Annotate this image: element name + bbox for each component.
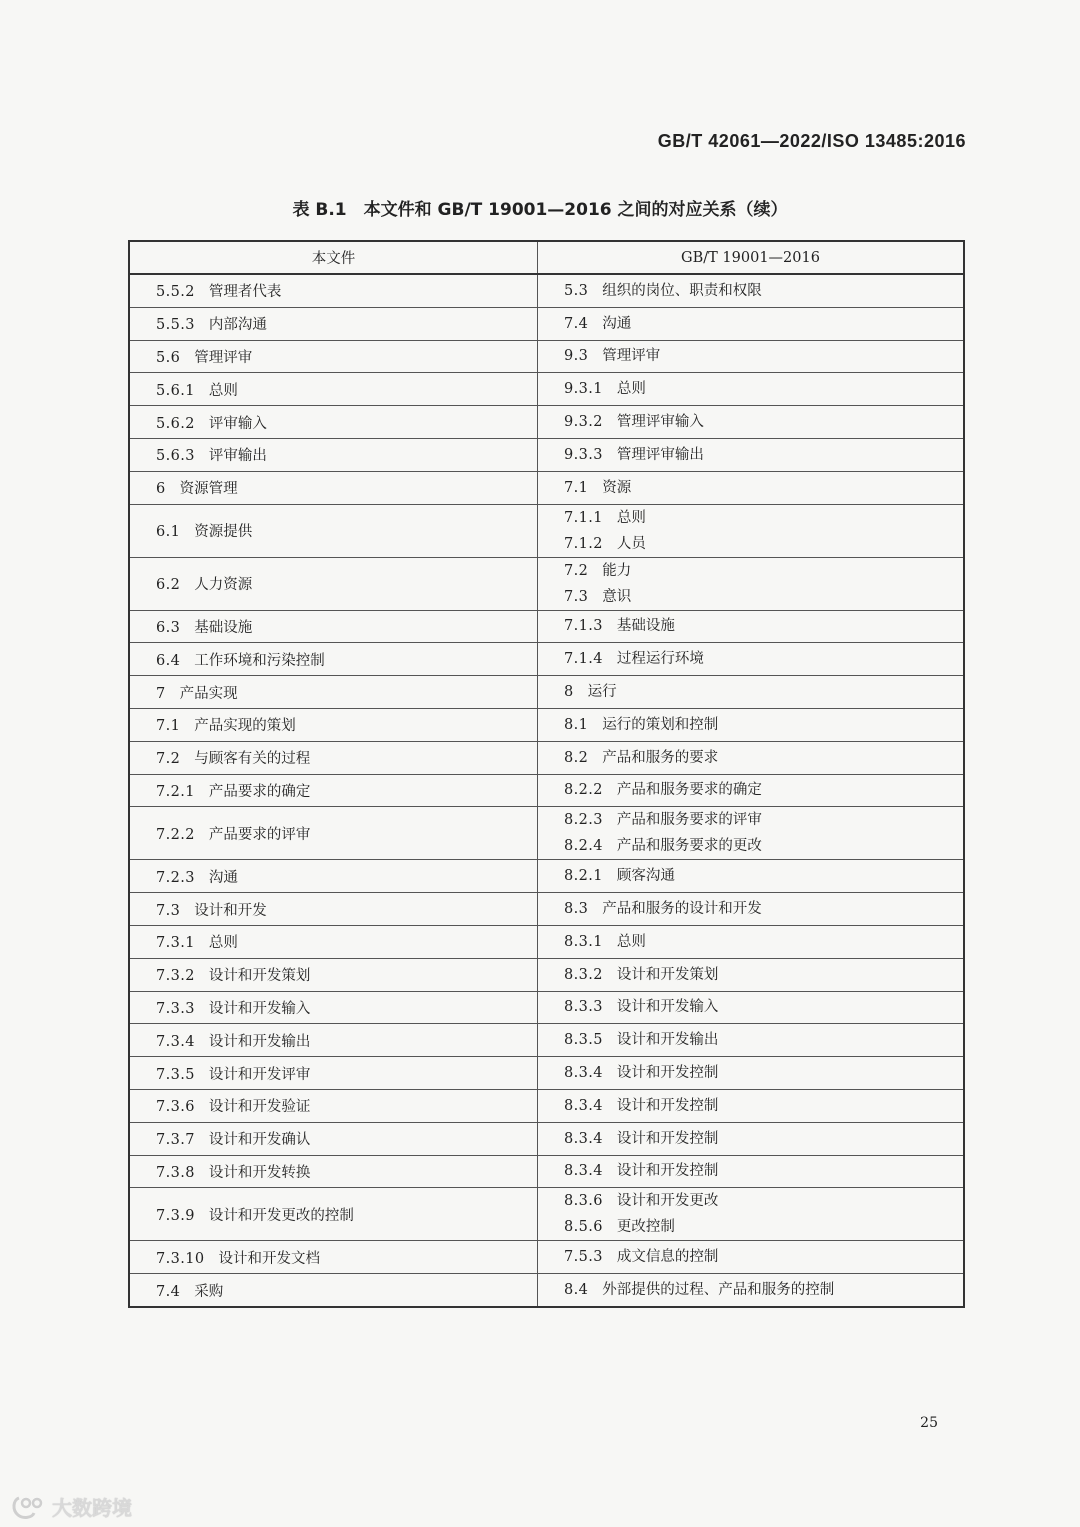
clause-this-document [129, 340, 538, 373]
clause-title: 管理评审 [194, 349, 253, 366]
table-row [129, 1057, 964, 1090]
clause-title: 资源管理 [179, 481, 238, 498]
clause-number: 7.3.4 [156, 1033, 195, 1050]
clause-number: 8.3.2 [564, 966, 603, 983]
clause-number: 7.3.10 [156, 1250, 205, 1267]
clause-number: 7.4 [564, 315, 589, 332]
clause-gbt19001 [538, 307, 965, 340]
clause-line [564, 505, 963, 531]
clause-line [564, 1126, 963, 1152]
clause-gbt19001 [538, 1241, 965, 1274]
clause-this-document [129, 438, 538, 471]
clause-line [564, 807, 963, 833]
clause-number: 8.3.6 [564, 1193, 603, 1210]
clause-title: 顾客沟通 [616, 868, 675, 885]
clause-gbt19001 [538, 471, 965, 504]
clause-number: 8.3.4 [564, 1065, 603, 1082]
clause-number: 6.1 [156, 524, 181, 541]
clause-number: 5.5.2 [156, 284, 195, 301]
clause-title: 总则 [208, 935, 238, 952]
clause-title: 沟通 [208, 869, 238, 886]
table-row [129, 438, 964, 471]
clause-line [564, 343, 963, 369]
clause-this-document [129, 1057, 538, 1090]
clause-number: 6.3 [156, 619, 181, 636]
clause-title: 与顾客有关的过程 [194, 751, 311, 768]
clause-this-document [129, 708, 538, 741]
clause-this-document [129, 1188, 538, 1241]
clause-line [564, 994, 963, 1020]
clause-gbt19001 [538, 504, 965, 557]
clause-number: 7.2 [564, 562, 589, 579]
table-row [129, 340, 964, 373]
clause-number: 7.3 [564, 588, 589, 605]
clause-title: 评审输入 [208, 415, 267, 432]
clause-title: 外部提供的过程、产品和服务的控制 [602, 1282, 835, 1299]
clause-this-document [129, 1024, 538, 1057]
table-row [129, 1089, 964, 1122]
clause-title: 管理评审 [602, 348, 661, 365]
clause-title: 运行 [587, 684, 617, 701]
clause-title: 设计和开发控制 [616, 1163, 719, 1180]
clause-number: 7.3.1 [156, 935, 195, 952]
clause-number: 7.5.3 [564, 1249, 603, 1266]
clause-title: 基础设施 [194, 619, 253, 636]
table-row [129, 406, 964, 439]
watermark-text: 大数跨境 [52, 1496, 132, 1520]
clause-gbt19001 [538, 1188, 965, 1241]
table-row [129, 557, 964, 610]
clause-title: 评审输出 [208, 448, 267, 465]
clause-number: 8.3.5 [564, 1032, 603, 1049]
clause-number: 8.4 [564, 1282, 589, 1299]
clause-gbt19001 [538, 1155, 965, 1188]
clause-title: 意识 [602, 588, 632, 605]
clause-line [564, 1060, 963, 1086]
clause-title: 产品和服务的设计和开发 [602, 901, 762, 918]
clause-gbt19001 [538, 1024, 965, 1057]
clause-this-document [129, 1241, 538, 1274]
clause-line [564, 1277, 963, 1303]
clause-number: 7.1.4 [564, 651, 603, 668]
page-number: 25 [920, 1415, 938, 1431]
clause-number: 7.1 [564, 479, 589, 496]
clause-gbt19001 [538, 925, 965, 958]
table-row [129, 1122, 964, 1155]
clause-title: 资源提供 [194, 524, 253, 541]
clause-gbt19001 [538, 807, 965, 860]
clause-this-document [129, 1122, 538, 1155]
clause-gbt19001 [538, 406, 965, 439]
clause-number: 6.4 [156, 652, 181, 669]
clause-title: 管理评审输出 [616, 446, 704, 463]
clause-this-document [129, 557, 538, 610]
clause-this-document [129, 610, 538, 643]
clause-number: 9.3.1 [564, 381, 603, 398]
clause-line [564, 1093, 963, 1119]
clause-gbt19001 [538, 274, 965, 307]
table-row [129, 274, 964, 307]
clause-line [564, 531, 963, 557]
clause-title: 设计和开发策划 [616, 966, 719, 983]
clause-title: 设计和开发控制 [616, 1130, 719, 1147]
clause-this-document [129, 958, 538, 991]
clause-this-document [129, 893, 538, 926]
clause-number: 7.3.9 [156, 1207, 195, 1224]
clause-number: 8.2.4 [564, 838, 603, 855]
clause-number: 7.3.5 [156, 1066, 195, 1083]
clause-number: 9.3.2 [564, 414, 603, 431]
clause-this-document [129, 991, 538, 1024]
clause-number: 7.2.2 [156, 826, 195, 843]
clause-line [564, 1214, 963, 1240]
clause-this-document [129, 373, 538, 406]
clause-number: 7.2 [156, 751, 181, 768]
table-row [129, 807, 964, 860]
clause-number: 5.6.2 [156, 415, 195, 432]
clause-number: 8.2.2 [564, 782, 603, 799]
clause-number: 7.3.7 [156, 1132, 195, 1149]
table-row [129, 504, 964, 557]
clause-title: 设计和开发文档 [218, 1250, 321, 1267]
clause-title: 资源 [602, 479, 632, 496]
table-row [129, 610, 964, 643]
clause-title: 设计和开发 [194, 902, 267, 919]
table-title: 表 B.1 本文件和 GB/T 19001—2016 之间的对应关系（续） [292, 200, 788, 220]
table-row [129, 643, 964, 676]
clause-title: 产品实现的策划 [194, 718, 296, 735]
clause-this-document [129, 406, 538, 439]
clause-line [564, 929, 963, 955]
clause-gbt19001 [538, 1089, 965, 1122]
clause-number: 8.2.3 [564, 812, 603, 829]
table-body [129, 274, 964, 1307]
column-header-this-document: 本文件 [129, 241, 538, 274]
clause-title: 采购 [194, 1283, 224, 1300]
table-row [129, 925, 964, 958]
clause-line [564, 1027, 963, 1053]
clause-title: 组织的岗位、职责和权限 [602, 282, 762, 299]
ioo-logo-icon [10, 1494, 48, 1520]
clause-this-document [129, 925, 538, 958]
clause-title: 成文信息的控制 [616, 1249, 719, 1266]
clause-number: 8.3.4 [564, 1130, 603, 1147]
clause-number: 7.2.1 [156, 783, 195, 800]
clause-gbt19001 [538, 557, 965, 610]
clause-number: 8.3.3 [564, 999, 603, 1016]
clause-line [564, 712, 963, 738]
table-row [129, 708, 964, 741]
clause-number: 7.3.2 [156, 968, 195, 985]
column-header-gbt19001: GB/T 19001—2016 [538, 241, 965, 274]
clause-title: 基础设施 [616, 618, 675, 635]
clause-number: 8.1 [564, 716, 589, 733]
table-row [129, 860, 964, 893]
clause-this-document [129, 774, 538, 807]
correspondence-table [128, 240, 965, 1308]
standard-code: GB/T 42061—2022/ISO 13485:2016 [657, 131, 966, 151]
clause-title: 管理者代表 [208, 284, 282, 301]
clause-title: 设计和开发确认 [208, 1132, 311, 1149]
clause-number: 6 [156, 481, 166, 498]
clause-title: 过程运行环境 [616, 651, 704, 668]
clause-title: 设计和开发输出 [616, 1032, 719, 1049]
clause-number: 8 [564, 684, 574, 701]
clause-title: 设计和开发输入 [208, 1000, 311, 1017]
clause-title: 产品和服务的要求 [602, 749, 719, 766]
clause-title: 管理评审输入 [616, 414, 704, 431]
clause-title: 设计和开发验证 [208, 1099, 311, 1116]
clause-number: 8.2.1 [564, 868, 603, 885]
clause-title: 总则 [616, 381, 646, 398]
clause-number: 5.6.1 [156, 382, 195, 399]
clause-gbt19001 [538, 610, 965, 643]
clause-gbt19001 [538, 991, 965, 1024]
table-row [129, 774, 964, 807]
clause-title: 产品和服务要求的评审 [616, 812, 762, 829]
clause-gbt19001 [538, 676, 965, 709]
clause-number: 7 [156, 685, 166, 702]
clause-line [564, 1244, 963, 1270]
clause-title: 产品实现 [179, 685, 238, 702]
clause-this-document [129, 504, 538, 557]
clause-number: 7.3 [156, 902, 181, 919]
clause-this-document [129, 1089, 538, 1122]
clause-title: 设计和开发策划 [208, 968, 311, 985]
clause-number: 7.3.6 [156, 1099, 195, 1116]
clause-this-document [129, 1274, 538, 1307]
clause-number: 9.3.3 [564, 446, 603, 463]
clause-this-document [129, 860, 538, 893]
clause-title: 设计和开发更改的控制 [208, 1207, 354, 1224]
clause-gbt19001 [538, 438, 965, 471]
clause-line [564, 409, 963, 435]
table-row [129, 958, 964, 991]
table-row [129, 471, 964, 504]
clause-this-document [129, 1155, 538, 1188]
clause-title: 产品和服务要求的更改 [616, 838, 762, 855]
clause-title: 设计和开发转换 [208, 1164, 311, 1181]
clause-title: 设计和开发输出 [208, 1033, 311, 1050]
clause-title: 产品要求的确定 [208, 783, 311, 800]
clause-number: 7.1.3 [564, 618, 603, 635]
clause-this-document [129, 643, 538, 676]
clause-title: 内部沟通 [208, 317, 267, 334]
clause-gbt19001 [538, 643, 965, 676]
table-row [129, 893, 964, 926]
table-row [129, 991, 964, 1024]
clause-gbt19001 [538, 741, 965, 774]
clause-line [564, 278, 963, 304]
clause-number: 7.1.1 [564, 509, 603, 526]
table-row [129, 1274, 964, 1307]
clause-line [564, 442, 963, 468]
clause-number: 7.1 [156, 718, 181, 735]
clause-line [564, 777, 963, 803]
clause-title: 产品要求的评审 [208, 826, 311, 843]
clause-title: 能力 [602, 562, 632, 579]
clause-this-document [129, 274, 538, 307]
clause-line [564, 376, 963, 402]
clause-line [564, 646, 963, 672]
clause-title: 总则 [616, 509, 646, 526]
table-row [129, 373, 964, 406]
clause-gbt19001 [538, 373, 965, 406]
clause-line [564, 613, 963, 639]
clause-number: 5.5.3 [156, 317, 195, 334]
clause-line [564, 584, 963, 610]
watermark [10, 1492, 132, 1521]
clause-gbt19001 [538, 774, 965, 807]
clause-gbt19001 [538, 893, 965, 926]
clause-number: 7.3.8 [156, 1164, 195, 1181]
clause-title: 人力资源 [194, 577, 253, 594]
clause-title: 沟通 [602, 315, 632, 332]
clause-title: 运行的策划和控制 [602, 716, 719, 733]
clause-number: 5.3 [564, 282, 589, 299]
table-header-row [129, 241, 964, 274]
clause-line [564, 863, 963, 889]
clause-number: 6.2 [156, 577, 181, 594]
clause-title: 产品和服务要求的确定 [616, 782, 762, 799]
clause-title: 设计和开发更改 [616, 1193, 719, 1210]
table-row [129, 307, 964, 340]
clause-number: 8.2 [564, 749, 589, 766]
clause-line [564, 962, 963, 988]
clause-number: 8.3 [564, 901, 589, 918]
clause-this-document [129, 307, 538, 340]
clause-line [564, 1158, 963, 1184]
clause-number: 8.3.4 [564, 1097, 603, 1114]
clause-line [564, 833, 963, 859]
clause-line [564, 679, 963, 705]
clause-number: 7.1.2 [564, 535, 603, 552]
table-row [129, 1155, 964, 1188]
table-row [129, 1241, 964, 1274]
clause-this-document [129, 471, 538, 504]
clause-this-document [129, 741, 538, 774]
clause-number: 8.3.4 [564, 1163, 603, 1180]
clause-gbt19001 [538, 708, 965, 741]
clause-number: 8.5.6 [564, 1219, 603, 1236]
table-row [129, 741, 964, 774]
clause-gbt19001 [538, 1274, 965, 1307]
table-row [129, 1024, 964, 1057]
clause-number: 7.2.3 [156, 869, 195, 886]
clause-title: 总则 [208, 382, 238, 399]
clause-this-document [129, 807, 538, 860]
clause-line [564, 896, 963, 922]
table-row [129, 1188, 964, 1241]
clause-title: 工作环境和污染控制 [194, 652, 325, 669]
clause-gbt19001 [538, 860, 965, 893]
clause-title: 设计和开发控制 [616, 1097, 719, 1114]
clause-line [564, 558, 963, 584]
clause-title: 更改控制 [616, 1219, 675, 1236]
clause-number: 5.6 [156, 349, 181, 366]
clause-gbt19001 [538, 958, 965, 991]
clause-line [564, 1188, 963, 1214]
clause-title: 人员 [616, 535, 646, 552]
clause-title: 设计和开发评审 [208, 1066, 311, 1083]
clause-number: 7.4 [156, 1283, 181, 1300]
clause-line [564, 311, 963, 337]
clause-number: 9.3 [564, 348, 589, 365]
clause-number: 7.3.3 [156, 1000, 195, 1017]
clause-line [564, 475, 963, 501]
clause-title: 总则 [616, 933, 646, 950]
clause-title: 设计和开发输入 [616, 999, 719, 1016]
clause-gbt19001 [538, 340, 965, 373]
clause-number: 8.3.1 [564, 933, 603, 950]
clause-this-document [129, 676, 538, 709]
clause-line [564, 745, 963, 771]
clause-gbt19001 [538, 1057, 965, 1090]
clause-number: 5.6.3 [156, 448, 195, 465]
clause-title: 设计和开发控制 [616, 1065, 719, 1082]
clause-gbt19001 [538, 1122, 965, 1155]
table-row [129, 676, 964, 709]
